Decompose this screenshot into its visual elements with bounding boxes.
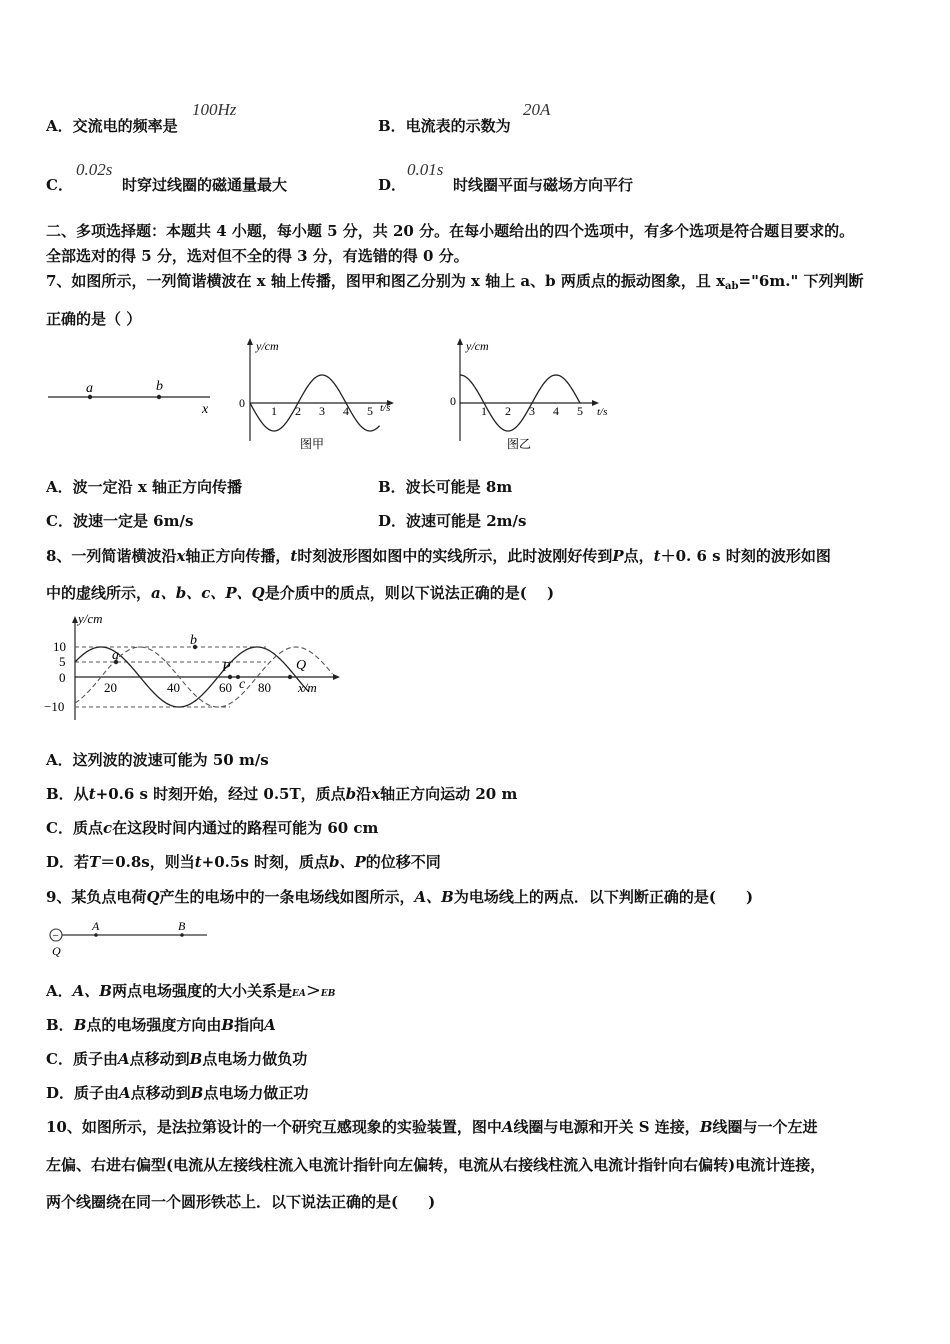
q7-stem-a: 7、如图所示，一列简谐横波在 x 轴上传播，图甲和图乙分别为 x 轴上 a、b 两质点的振动图象，且 x <box>46 272 726 290</box>
q6-option-a-math: 100Hz <box>192 100 237 119</box>
q6-option-b-math: 20A <box>523 100 551 119</box>
q7-yi-ylabel: y/cm <box>466 339 489 353</box>
q7-jia-origin: 0 <box>239 396 245 410</box>
q10-line1-2: 线圈与电源和开关 S 连接， <box>513 1118 700 1136</box>
q6-option-a-label: A．交流电的频率是 <box>46 117 178 135</box>
q8-x80: 80 <box>258 680 271 695</box>
q9-point-B <box>180 933 184 937</box>
q9-opt-a-gt: > <box>305 980 321 1001</box>
q8-option-d <box>46 851 441 872</box>
q9-label-B: B <box>178 919 186 933</box>
q9-opt-d-2: 点移动到 <box>130 1084 191 1102</box>
q8-y0: 0 <box>59 670 66 685</box>
q9-charge-minus: − <box>52 930 59 942</box>
q8-stem2-b: 是介质中的质点，则以下说法正确的是( ) <box>264 584 555 602</box>
q8-stem1-P: P <box>612 547 624 565</box>
q8-y5: 5 <box>59 654 66 669</box>
q9-opt-a-ea: EA <box>291 989 306 999</box>
q8-opt-c-c: c <box>102 819 113 837</box>
q6-option-c-text: 时穿过线圈的磁通量最大 <box>122 176 288 194</box>
q7-jia-tick-5: 5 <box>367 404 373 418</box>
q10-line1-A: A <box>501 1118 514 1136</box>
q9-opt-b-B: B <box>73 1016 87 1034</box>
q9-opt-d-B: B <box>190 1084 204 1102</box>
q9-opt-b-3: 指向 <box>234 1016 265 1034</box>
q9-opt-c-1: C．质子由 <box>46 1050 118 1068</box>
q8-stem1-c: 时刻波形图如图中的实线所示，此时波刚好传到 <box>297 547 613 565</box>
q7-yi-tick-3: 3 <box>529 404 535 418</box>
section2-line1: 二、多项选择题：本题共 4 小题，每小题 5 分，共 20 分。在每小题给出的四个选项中，有多个选项是符合题目要求的。 <box>46 222 855 240</box>
q7-option-c: C．波速一定是 6m/s <box>46 512 194 530</box>
q9-option-b <box>46 1014 276 1035</box>
q7-option-d: D．波速可能是 2m/s <box>378 512 527 530</box>
q9-stem-AB: A、B <box>414 888 454 906</box>
q8-opt-b-3: 沿 <box>356 785 372 803</box>
q6-option-d-text: 时线圈平面与磁场方向平行 <box>453 176 634 194</box>
q9-label-A: A <box>92 919 100 933</box>
q6-option-d-math: 0.01s <box>407 160 444 179</box>
q8-opt-b-b: b <box>345 785 357 803</box>
q8-opt-d-3: +0.5s 时刻，质点 <box>201 853 330 871</box>
q9-opt-d-1: D．质子由 <box>46 1084 120 1102</box>
q9-option-d <box>46 1082 308 1103</box>
q6-option-b-label: B．电流表的示数为 <box>378 117 511 135</box>
q7-jia-tick-2: 2 <box>295 404 301 418</box>
q8-xlabel: x/m <box>298 680 317 695</box>
q8-point-Q <box>288 675 292 679</box>
q9-option-c <box>46 1048 307 1069</box>
q7-yi-tick-2: 2 <box>505 404 511 418</box>
q8-opt-d-2: ＝0.8s，则当 <box>100 853 195 871</box>
q7-yi-origin: 0 <box>450 394 456 408</box>
q7-jia-tick-3: 3 <box>319 404 325 418</box>
q6-option-d-label: D． <box>378 176 407 194</box>
q8-stem1-b: 轴正方向传播， <box>185 547 291 565</box>
q8-stem1-t2: t <box>653 547 661 565</box>
q7-jia-tlabel: t/s <box>380 402 391 414</box>
q9-opt-c-A: A <box>117 1050 130 1068</box>
q7-yi-tick-4: 4 <box>553 404 559 418</box>
q8-opt-d-4: 的位移不同 <box>365 853 441 871</box>
q8-x40: 40 <box>167 680 180 695</box>
q8-option-b <box>46 783 517 804</box>
q9-opt-d-A: A <box>119 1084 131 1102</box>
q9-stem <box>46 886 753 907</box>
q8-label-Q: Q <box>296 658 307 673</box>
q9-opt-a-2: 两点电场强度的大小关系是 <box>111 982 292 1000</box>
q9-stem-1: 9、某负点电荷 <box>46 888 147 906</box>
q8-opt-b-x: x <box>371 785 381 803</box>
q7-graph-jia <box>230 335 410 460</box>
q8-opt-b-t: t <box>88 785 96 803</box>
q7-point-b <box>157 395 161 399</box>
q9-stem-3: 为电场线上的两点．以下判断正确的是( ) <box>453 888 754 906</box>
q7-yi-tick-5: 5 <box>577 404 583 418</box>
q7-yi-caption: 图乙 <box>507 437 532 451</box>
q8-opt-b-1: B．从 <box>46 785 89 803</box>
q8-stem1-d: 点， <box>623 547 654 565</box>
q8-opt-b-4: 轴正方向运动 20 m <box>380 785 518 803</box>
q8-stem1-t: t <box>290 547 298 565</box>
q9-opt-a-1: A． <box>46 982 73 1000</box>
q7-position-figure <box>40 375 230 420</box>
q10-line1-1: 10、如图所示，是法拉第设计的一个研究互感现象的实验装置，图中 <box>46 1118 502 1136</box>
q9-opt-a-AB: A、B <box>72 982 112 1000</box>
q7-stem-sub: ab <box>725 281 739 292</box>
q8-label-a: a <box>112 648 119 663</box>
q8-stem2-list: a、b、c、P、Q <box>151 584 265 602</box>
q7-yi-y-arrow <box>457 338 463 345</box>
q9-option-a <box>46 980 335 1001</box>
q8-opt-b-2: +0.6 s 时刻开始，经过 0.5T，质点 <box>95 785 346 803</box>
q8-x60: 60 <box>219 680 232 695</box>
q7-option-a: A．波一定沿 x 轴正方向传播 <box>46 478 243 496</box>
q8-stem2-a: 中的虚线所示， <box>46 584 152 602</box>
q8-label-P: P <box>222 660 231 675</box>
q8-x-arrow <box>333 674 340 680</box>
q8-opt-d-1: D．若 <box>46 853 90 871</box>
q6-option-c-label: C． <box>46 176 73 194</box>
q8-opt-d-t: t <box>194 853 202 871</box>
q7-stem <box>46 270 863 292</box>
q8-option-a: A．这列波的波速可能为 50 m/s <box>46 751 269 769</box>
q8-y10: 10 <box>53 639 66 654</box>
q7-label-b: b <box>156 379 163 394</box>
q10-line2: 左偏、右进右偏型(电流从左接线柱流入电流计指针向左偏转，电流从右接线柱流入电流计指针向右偏转)电流计连接， <box>46 1156 826 1174</box>
q7-yi-tick-1: 1 <box>481 404 487 418</box>
q9-opt-c-2: 点移动到 <box>129 1050 190 1068</box>
q10-line3: 两个线圈绕在同一个圆形铁芯上．以下说法正确的是( ) <box>46 1193 436 1211</box>
section2-line2: 全部选对的得 5 分，选对但不全的得 3 分，有选错的得 0 分。 <box>46 247 469 265</box>
q8-wave-figure <box>40 608 340 728</box>
q8-point-P <box>228 675 232 679</box>
q9-opt-a-eb: EB <box>320 989 336 999</box>
q9-stem-Q: Q <box>146 888 160 906</box>
q9-opt-b-2: 点的电场强度方向由 <box>86 1016 222 1034</box>
q8-stem-line1 <box>46 545 831 566</box>
q7-yi-tlabel: t/s <box>597 406 608 418</box>
q10-line1-3: 线圈与一个左进 <box>712 1118 818 1136</box>
q6-option-a <box>46 115 178 136</box>
q9-opt-b-B2: B <box>221 1016 235 1034</box>
q7-jia-tick-1: 1 <box>271 404 277 418</box>
q9-field-line-figure <box>42 915 217 960</box>
q7-option-b: B．波长可能是 8m <box>378 478 513 496</box>
q7-stem-b: ="6m." 下列判断 <box>738 272 864 290</box>
q9-label-Q: Q <box>52 944 61 958</box>
q7-jia-caption: 图甲 <box>300 437 325 451</box>
q8-option-c <box>46 817 378 838</box>
q6-option-c-math: 0.02s <box>76 160 113 179</box>
q8-ylabel: y/cm <box>78 611 103 626</box>
q9-stem-2: 产生的电场中的一条电场线如图所示， <box>159 888 415 906</box>
q8-yneg10: −10 <box>44 699 65 714</box>
q7-jia-y-arrow <box>247 338 253 345</box>
q8-label-c: c <box>239 677 246 692</box>
q9-opt-c-3: 点电场力做负功 <box>202 1050 308 1068</box>
q7-stem2: 正确的是（ ） <box>46 310 142 328</box>
q7-label-x: x <box>202 402 209 417</box>
q8-opt-d-T: T <box>89 853 101 871</box>
q8-x20: 20 <box>104 680 117 695</box>
q7-jia-tick-4: 4 <box>343 404 349 418</box>
q8-stem1-e: ＋0. 6 s 时刻的波形如图 <box>660 547 831 565</box>
q7-jia-ylabel: y/cm <box>256 339 279 353</box>
q8-opt-d-bp: b、P <box>329 853 366 871</box>
q7-label-a: a <box>86 381 93 396</box>
q10-line1-B: B <box>699 1118 713 1136</box>
q8-label-b: b <box>190 633 197 648</box>
q9-opt-b-A: A <box>264 1016 276 1034</box>
q8-stem1-x: x <box>176 547 186 565</box>
q9-opt-d-3: 点电场力做正功 <box>203 1084 309 1102</box>
q8-opt-c-2: 在这段时间内通过的路程可能为 60 cm <box>112 819 379 837</box>
q8-stem1-a: 8、一列简谐横波沿 <box>46 547 177 565</box>
q9-opt-c-B: B <box>189 1050 203 1068</box>
q7-graph-yi <box>440 335 620 460</box>
q6-option-b <box>378 115 511 136</box>
q8-opt-c-1: C．质点 <box>46 819 103 837</box>
q9-opt-b-1: B． <box>46 1016 74 1034</box>
q10-line1 <box>46 1116 818 1137</box>
q9-point-A <box>94 933 98 937</box>
q8-stem-line2 <box>46 582 554 603</box>
